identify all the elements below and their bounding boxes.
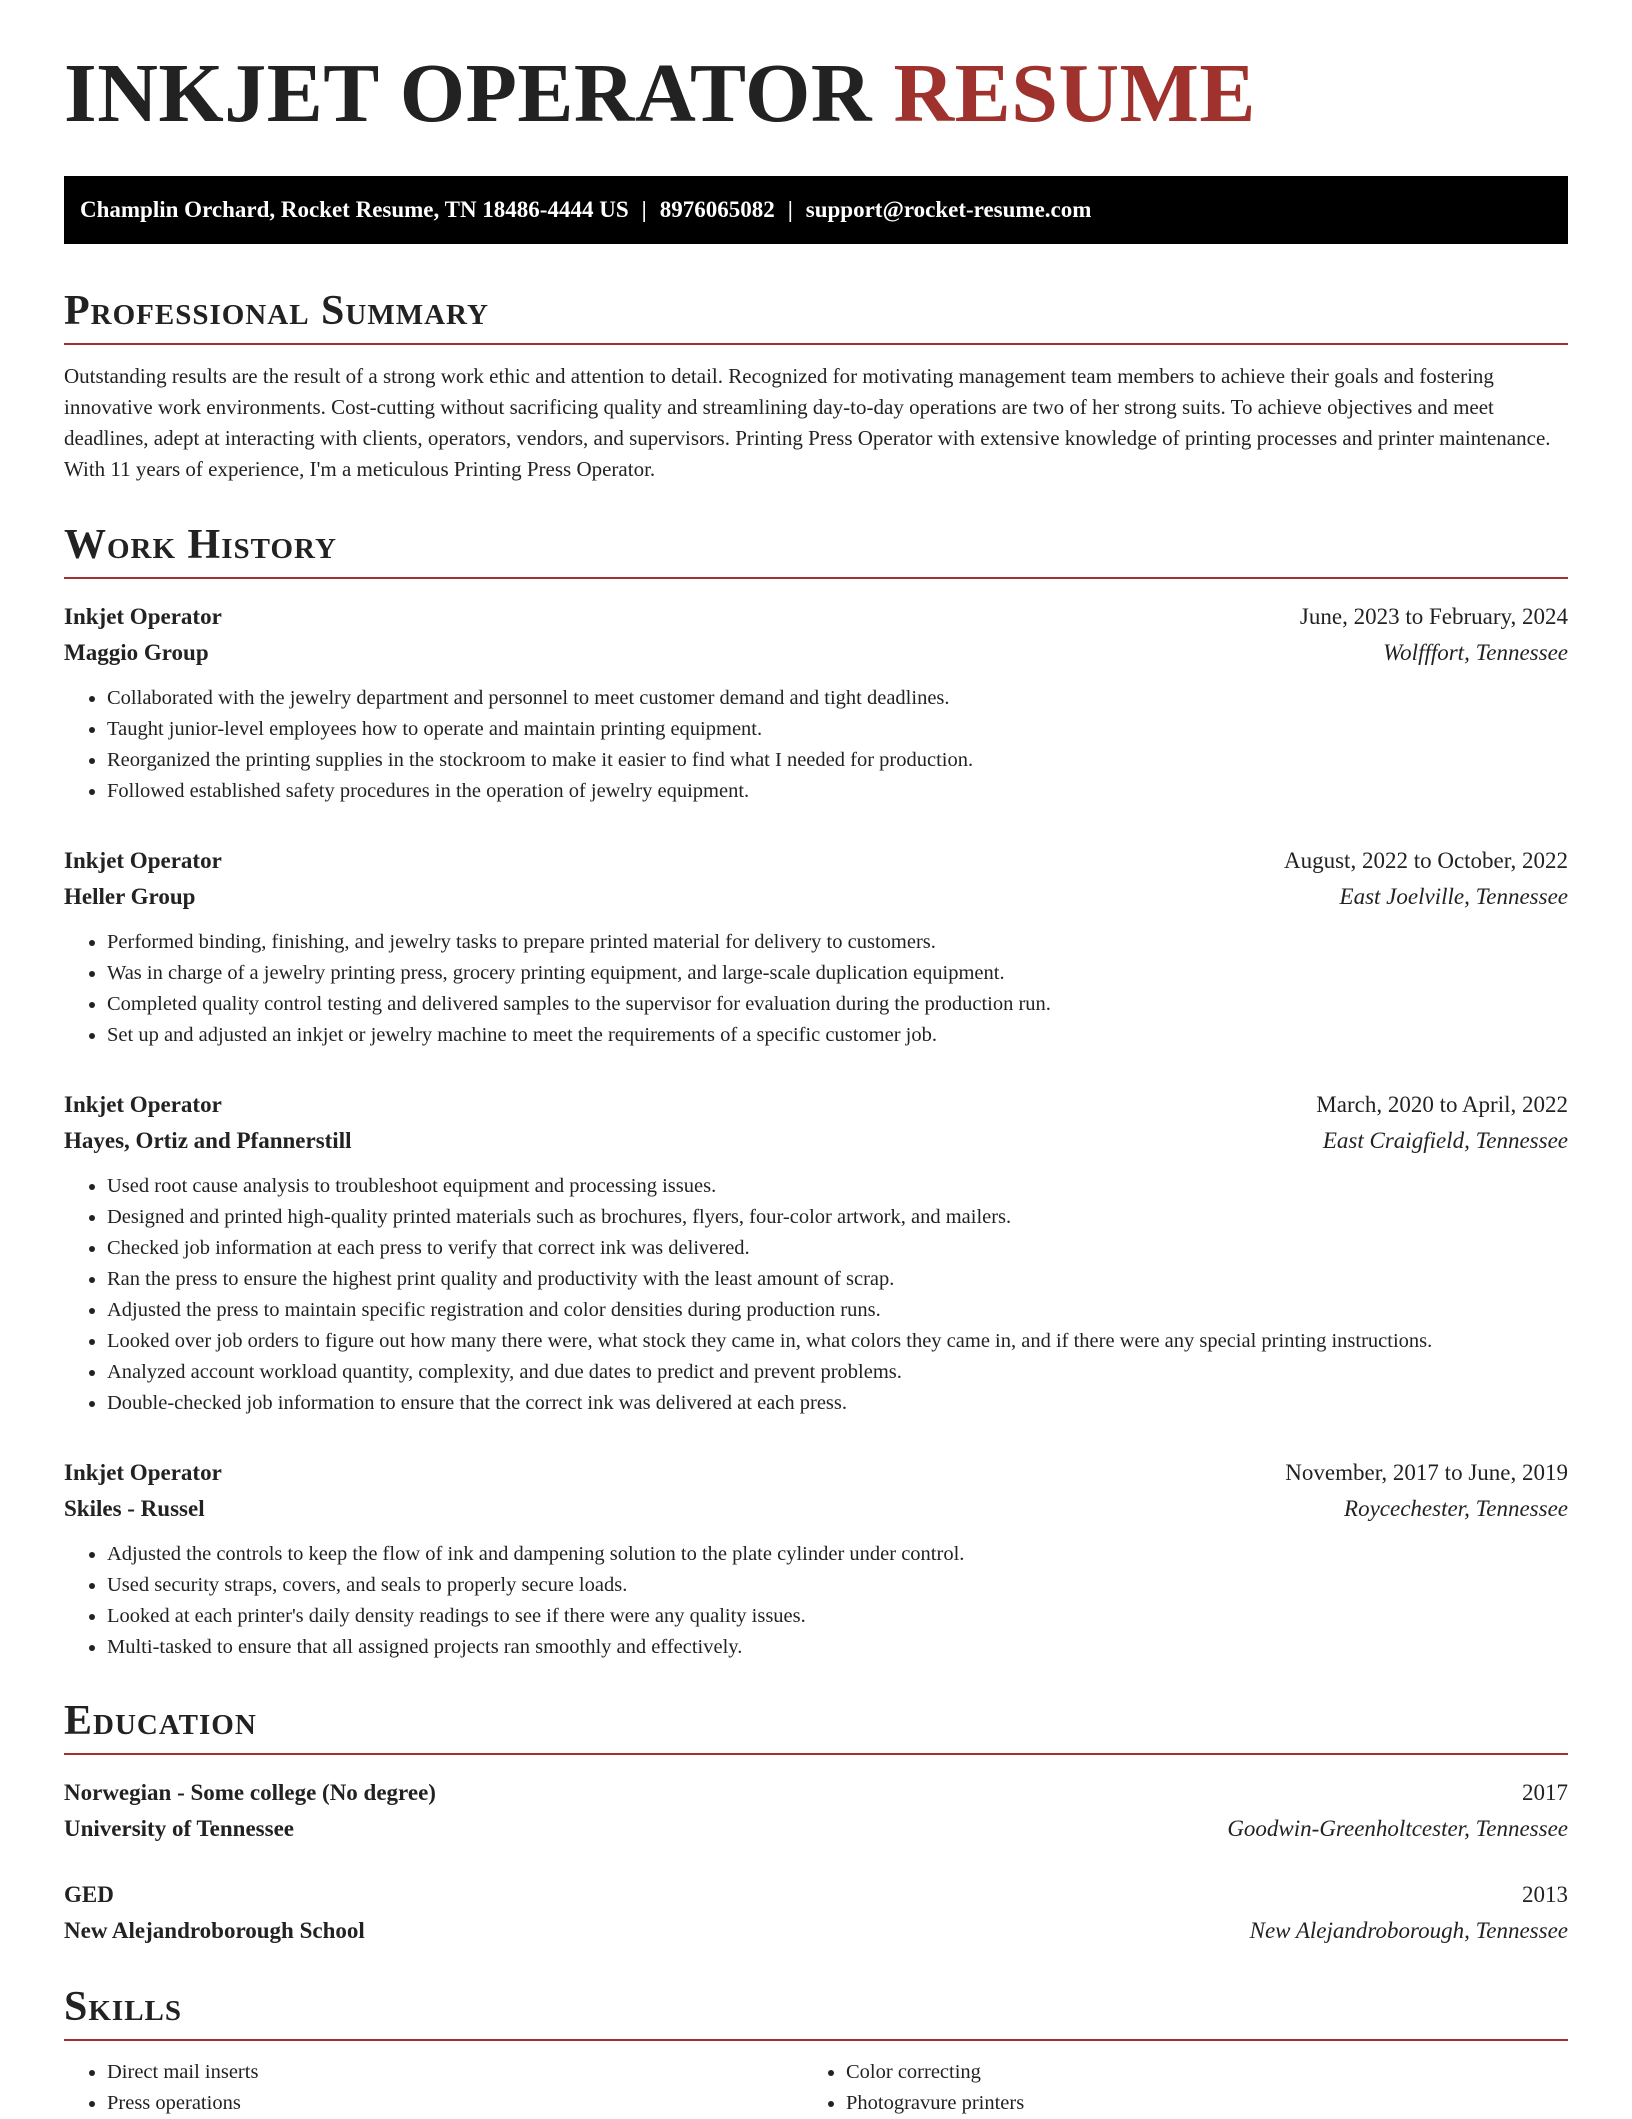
job-company-row — [64, 635, 1568, 671]
skill-item: • Color correcting — [846, 2057, 1542, 2088]
job-bullets — [64, 1171, 1568, 1419]
job-dates: August, 2022 to October, 2022 — [1284, 848, 1568, 873]
skill-item: • Direct mail inserts — [107, 2057, 803, 2088]
job-entry — [64, 1087, 1568, 1419]
job-location: East Joelville, Tennessee — [1339, 884, 1568, 909]
education-degree: Norwegian - Some college (No degree) — [64, 1780, 436, 1805]
job-bullet: • Was in charge of a jewelry printing press, grocery printing equipment, and large-scale duplication equipment. — [107, 958, 1568, 989]
title-main: INKJET OPERATOR — [64, 47, 873, 140]
job-bullet: • Set up and adjusted an inkjet or jewelry machine to meet the requirements of a specific customer job. — [107, 1020, 1568, 1051]
education-school: University of Tennessee — [64, 1816, 294, 1841]
skills-list-right — [803, 2057, 1542, 2119]
job-bullet: • Adjusted the controls to keep the flow of ink and dampening solution to the plate cylinder under control. — [107, 1539, 1568, 1570]
resume-title — [64, 47, 1256, 140]
job-header-row — [64, 1455, 1568, 1491]
section-divider — [64, 577, 1568, 579]
job-company-row — [64, 1123, 1568, 1159]
job-bullet: • Designed and printed high-quality printed materials such as brochures, flyers, four-color artwork, and mailers. — [107, 1202, 1568, 1233]
job-entry — [64, 599, 1568, 807]
job-bullets — [64, 927, 1568, 1051]
job-title: Inkjet Operator — [64, 1092, 222, 1117]
section-divider — [64, 343, 1568, 345]
education-entry — [64, 1877, 1568, 1949]
job-location: Wolfffort, Tennessee — [1383, 640, 1568, 665]
section-heading-education: Education — [64, 1698, 257, 1744]
contact-address: Champlin Orchard, Rocket Resume, TN 18486-4444 US — [80, 197, 629, 222]
job-company: Maggio Group — [64, 640, 209, 665]
education-year: 2013 — [1522, 1882, 1568, 1907]
skills-list-left — [64, 2057, 803, 2119]
summary-text: Outstanding results are the result of a strong work ethic and attention to detail. Recognized for motivating management team members to achieve their goals and fostering innovative work environments. Cost-cutting without sacrificing quality and streamlining day-to-day operations are two of her strong suits. To achieve objectives and meet deadlines, adept at interacting with clients, operators, vendors, and supervisors. Printing Press Operator with extensive knowledge of printing processes and printer maintenance. With 11 years of experience, I'm a meticulous Printing Press Operator. — [64, 364, 1551, 481]
education-school-row — [64, 1811, 1568, 1847]
job-location: East Craigfield, Tennessee — [1322, 1128, 1568, 1153]
education-entry — [64, 1775, 1568, 1847]
job-company: Hayes, Ortiz and Pfannerstill — [64, 1128, 352, 1153]
job-company-row — [64, 1491, 1568, 1527]
education-header-row — [64, 1775, 1568, 1811]
job-header-row — [64, 1087, 1568, 1123]
skill-item: • Photogravure printers — [846, 2088, 1542, 2119]
job-bullet: • Looked over job orders to figure out how many there were, what stock they came in, what colors they came in, and if there were any special printing instructions. — [107, 1326, 1568, 1357]
job-bullet: • Double-checked job information to ensure that the correct ink was delivered at each press. — [107, 1388, 1568, 1419]
job-header-row — [64, 599, 1568, 635]
job-company: Heller Group — [64, 884, 196, 909]
section-heading-skills: Skills — [64, 1984, 183, 2030]
job-bullet: • Checked job information at each press to verify that correct ink was delivered. — [107, 1233, 1568, 1264]
job-bullets — [64, 683, 1568, 807]
education-year: 2017 — [1522, 1780, 1568, 1805]
education-location: Goodwin-Greenholtcester, Tennessee — [1227, 1816, 1568, 1841]
job-bullet: • Multi-tasked to ensure that all assigned projects ran smoothly and effectively. — [107, 1632, 1568, 1663]
work-history-section — [64, 520, 1568, 1663]
education-header-row — [64, 1877, 1568, 1913]
summary-section — [64, 286, 1568, 485]
job-title: Inkjet Operator — [64, 1460, 222, 1485]
section-heading-summary: Professional Summary — [64, 288, 489, 334]
job-bullet: • Adjusted the press to maintain specific registration and color densities during production runs. — [107, 1295, 1568, 1326]
contact-bar — [64, 176, 1568, 244]
job-bullet: • Completed quality control testing and delivered samples to the supervisor for evaluation during the production run. — [107, 989, 1568, 1020]
job-bullet: • Ran the press to ensure the highest print quality and productivity with the least amount of scrap. — [107, 1264, 1568, 1295]
contact-email[interactable]: support@rocket-resume.com — [805, 197, 1092, 222]
job-bullet: • Followed established safety procedures in the operation of jewelry equipment. — [107, 776, 1568, 807]
job-title: Inkjet Operator — [64, 848, 222, 873]
title-accent: RESUME — [893, 47, 1256, 140]
contact-separator: | — [641, 197, 647, 222]
job-bullet: • Looked at each printer's daily density readings to see if there were any quality issues. — [107, 1601, 1568, 1632]
job-company-row — [64, 879, 1568, 915]
skills-columns — [64, 2057, 1568, 2119]
education-school-row — [64, 1913, 1568, 1949]
job-entry — [64, 1455, 1568, 1663]
skills-section — [64, 1982, 1568, 2119]
section-heading-work-history: Work History — [64, 522, 337, 568]
job-title: Inkjet Operator — [64, 604, 222, 629]
job-bullet: • Analyzed account workload quantity, complexity, and due dates to predict and prevent problems. — [107, 1357, 1568, 1388]
job-dates: March, 2020 to April, 2022 — [1316, 1092, 1568, 1117]
job-dates: June, 2023 to February, 2024 — [1299, 604, 1568, 629]
job-bullets — [64, 1539, 1568, 1663]
job-bullet: • Reorganized the printing supplies in the stockroom to make it easier to find what I needed for production. — [107, 745, 1568, 776]
skill-item: • Press operations — [107, 2088, 803, 2119]
education-degree: GED — [64, 1882, 114, 1907]
education-location: New Alejandroborough, Tennessee — [1249, 1918, 1568, 1943]
job-bullet: • Taught junior-level employees how to operate and maintain printing equipment. — [107, 714, 1568, 745]
job-bullet: • Used root cause analysis to troubleshoot equipment and processing issues. — [107, 1171, 1568, 1202]
job-company: Skiles - Russel — [64, 1496, 205, 1521]
education-section — [64, 1696, 1568, 1949]
job-bullet: • Used security straps, covers, and seals to properly secure loads. — [107, 1570, 1568, 1601]
job-entry — [64, 843, 1568, 1051]
contact-phone: 8976065082 — [659, 197, 775, 222]
job-bullet: • Collaborated with the jewelry department and personnel to meet customer demand and tight deadlines. — [107, 683, 1568, 714]
job-bullet: • Performed binding, finishing, and jewelry tasks to prepare printed material for delivery to customers. — [107, 927, 1568, 958]
section-divider — [64, 1753, 1568, 1755]
section-divider — [64, 2039, 1568, 2041]
contact-separator: | — [787, 197, 793, 222]
education-school: New Alejandroborough School — [64, 1918, 365, 1943]
job-header-row — [64, 843, 1568, 879]
job-location: Roycechester, Tennessee — [1344, 1496, 1568, 1521]
job-dates: November, 2017 to June, 2019 — [1285, 1460, 1568, 1485]
